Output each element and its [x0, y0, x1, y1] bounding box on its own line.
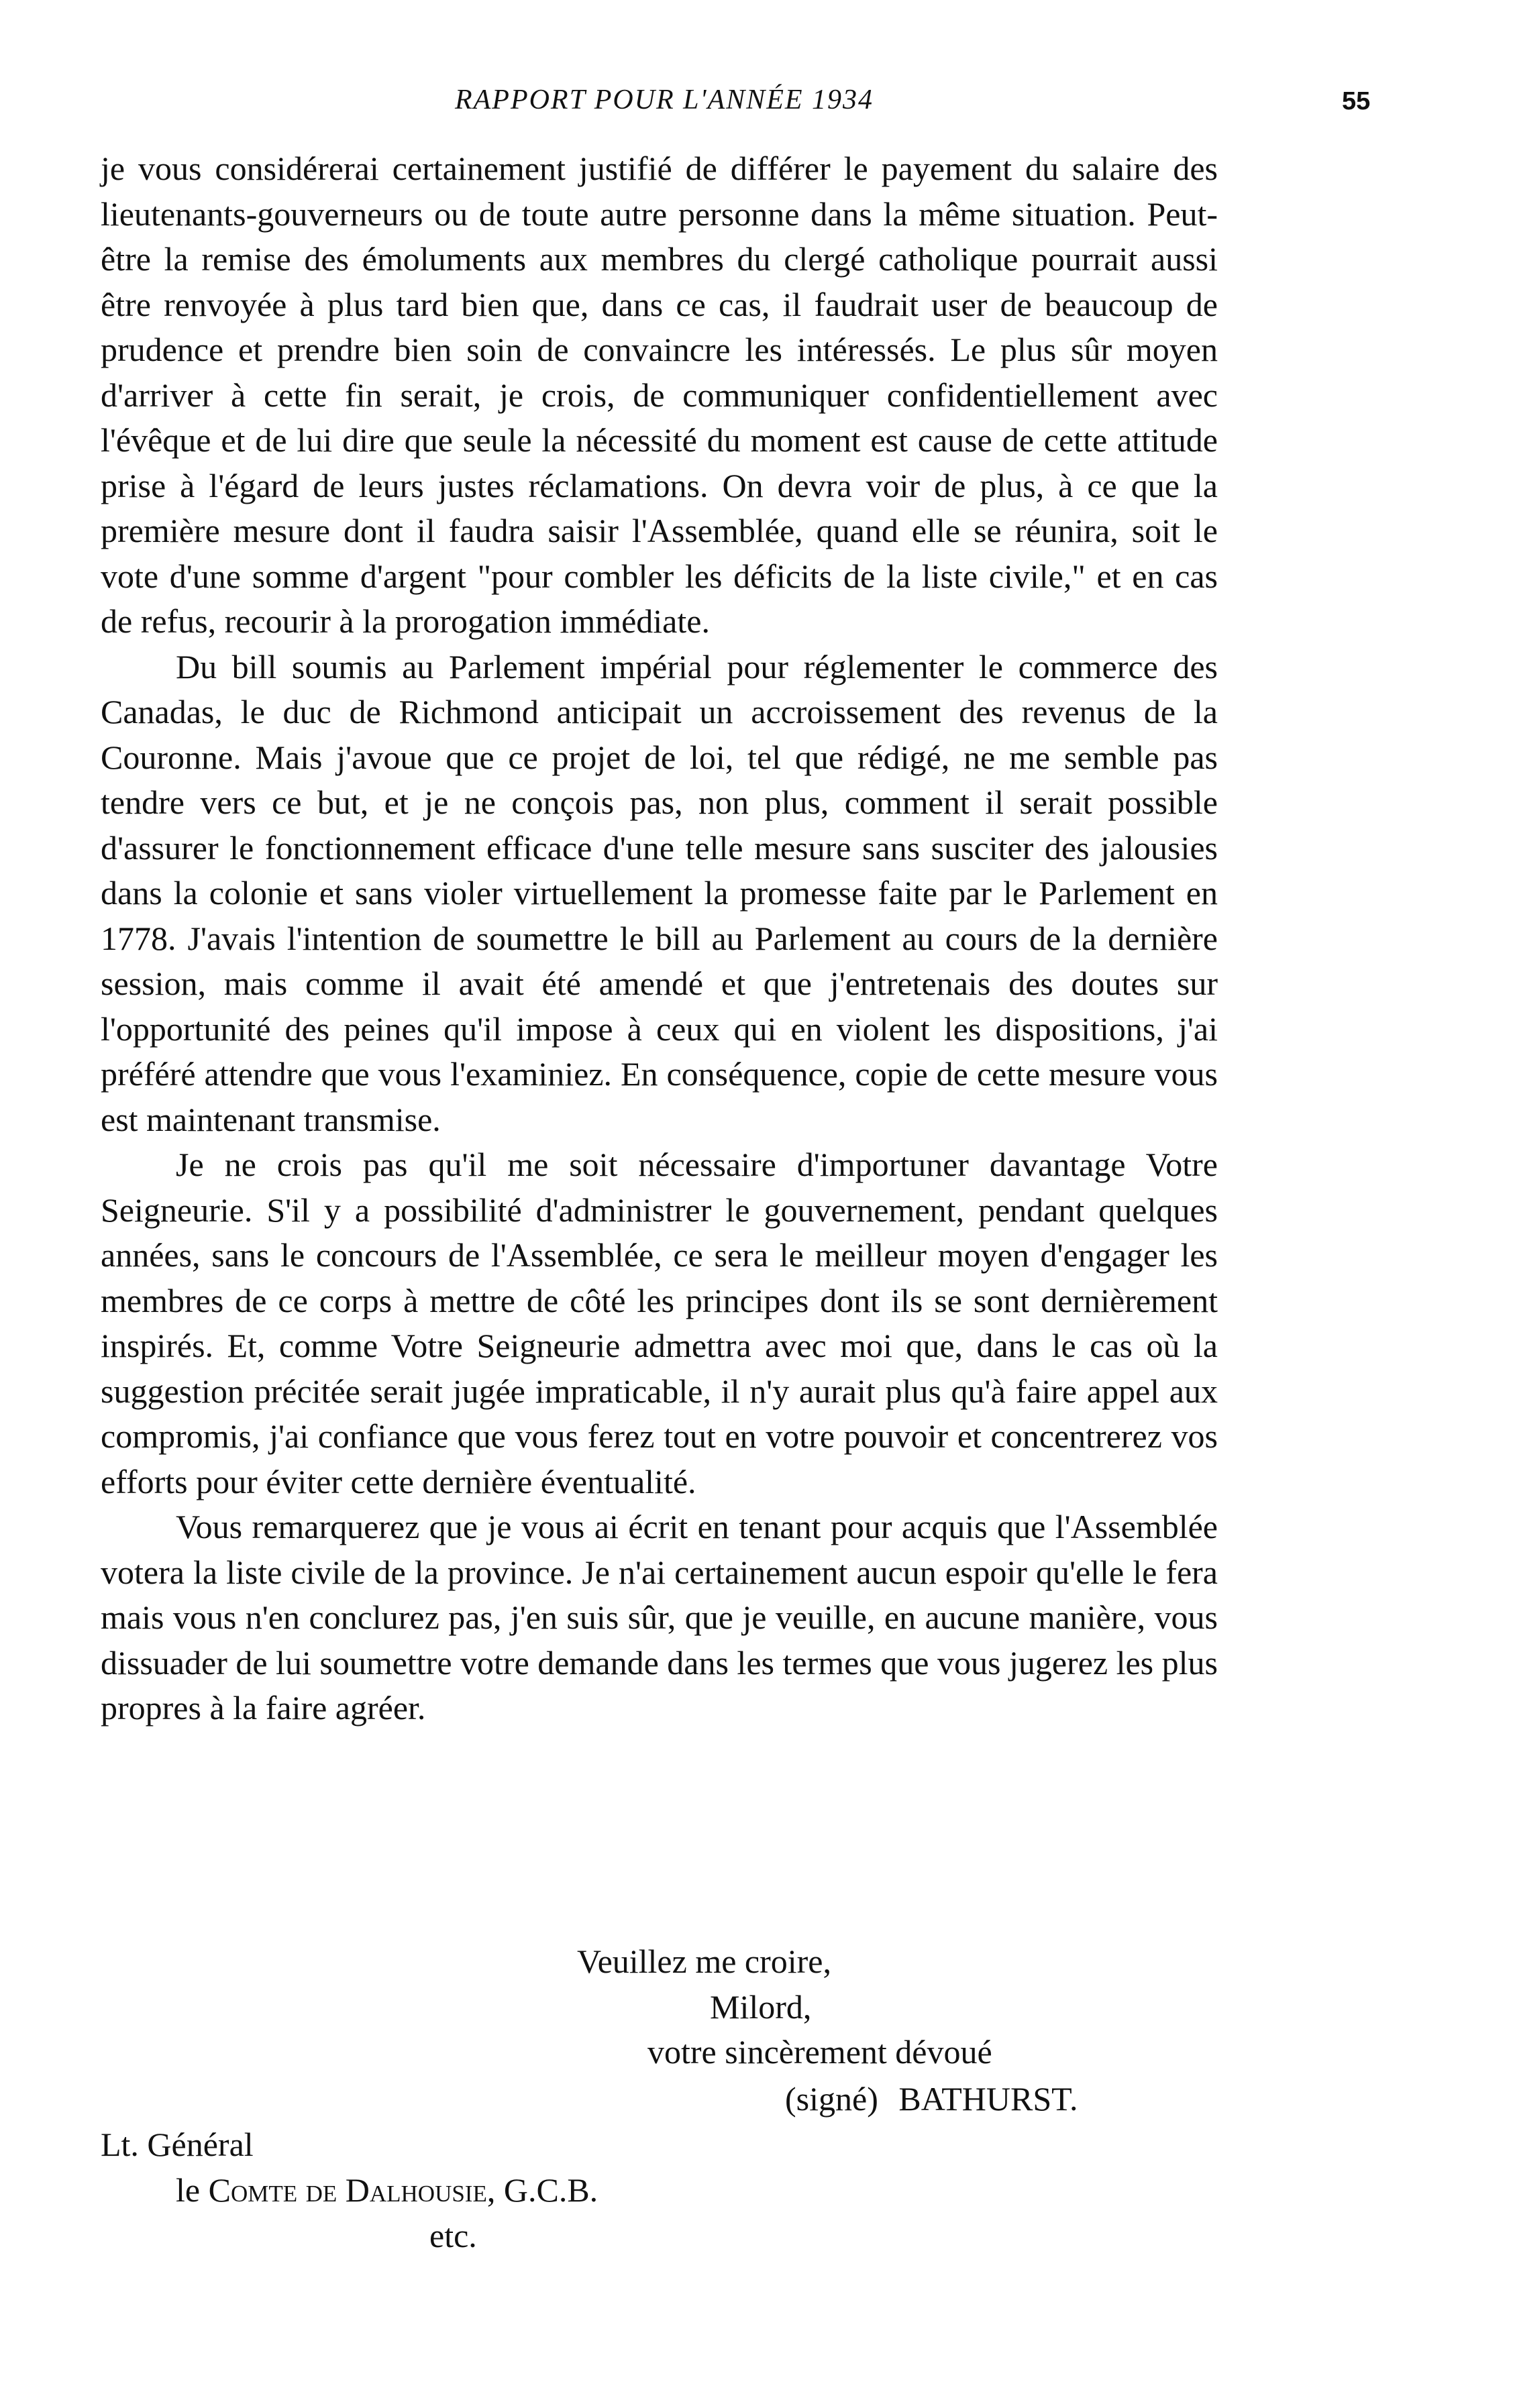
- paragraph-3: Je ne crois pas qu'il me soit nécessaire d'importuner davantage Votre Seigneurie. S'il y a possibilité d'administrer le gouvernement, pendant quelques années, sans le concours de l'Assemblée, ce sera le meilleur moyen d'engager les membres de ce corps à mettre de côté les principes dont ils se sont dernièrement inspirés. Et, comme Votre Seigneurie admettra avec moi que, dans le cas où la suggestion précitée serait jugée impraticable, il n'y aurait plus qu'à faire appel aux compromis, j'ai confiance que vous ferez tout en votre pouvoir et concentrerez vos efforts pour éviter cette dernière éventualité.: [101, 1146, 1218, 1500]
- paragraph-1: je vous considérerai certainement justifié de différer le payement du salaire des lieutenants-gouverneurs ou de toute autre personne dans la même situation. Peut-être la remise des émoluments aux membres du clergé catholique pourrait aussi être renvoyée à plus tard bien que, dans ce cas, il faudrait user de beaucoup de prudence et prendre bien soin de convaincre les intéressés. Le plus sûr moyen d'arriver à cette fin serait, je crois, de communiquer confidentiellement avec l'évêque et de lui dire que seule la nécessité du moment est cause de cette attitude prise à l'égard de leurs justes réclamations. On devra voir de plus, à ce que la première mesure dont il faudra saisir l'Assemblée, quand elle se réunira, soit le vote d'une somme d'argent "pour combler les déficits de la liste civile," et en cas de refus, recourir à la prorogation immédiate.: [101, 150, 1218, 640]
- signature-line: [785, 2079, 1078, 2118]
- addressee-title: Comte de Dalhousie: [208, 2171, 487, 2209]
- running-title: RAPPORT POUR L'ANNÉE 1934: [454, 85, 874, 115]
- addressee-line-3: etc.: [429, 2217, 477, 2254]
- closing-line-2: Milord,: [710, 1988, 812, 2026]
- addressee-line-2: [176, 2171, 598, 2209]
- addressee-suffix: , G.C.B.: [486, 2171, 598, 2209]
- closing-line-1: Veuillez me croire,: [577, 1942, 831, 1980]
- page-number: 55: [1342, 87, 1371, 115]
- signed-mark: (signé): [785, 2080, 878, 2118]
- addressee-line-1: Lt. Général: [101, 2126, 254, 2163]
- addressee-prefix: le: [176, 2171, 209, 2209]
- letter-body: [101, 146, 1218, 1731]
- signature-name: BATHURST.: [898, 2080, 1078, 2118]
- paragraph-4: Vous remarquerez que je vous ai écrit en tenant pour acquis que l'Assemblée votera la liste civile de la province. Je n'ai certainement aucun espoir qu'elle le fera mais vous n'en conclurez pas, j'en suis sûr, que je veuille, en aucune manière, vous dissuader de lui soumettre votre demande dans les termes que vous jugerez les plus propres à la faire agréer.: [101, 1508, 1218, 1727]
- paragraph-2: Du bill soumis au Parlement impérial pour réglementer le commerce des Canadas, le duc de Richmond anticipait un accroissement des revenus de la Couronne. Mais j'avoue que ce projet de loi, tel que rédigé, ne me semble pas tendre vers ce but, et je ne conçois pas, non plus, comment il serait possible d'assurer le fonctionnement efficace d'une telle mesure sans susciter des jalousies dans la colonie et sans violer virtuellement la promesse faite par le Parlement en 1778. J'avais l'intention de soumettre le bill au Parlement au cours de la dernière session, mais comme il avait été amendé et que j'entretenais des doutes sur l'opportunité des peines qu'il impose à ceux qui en violent les dispositions, j'ai préféré attendre que vous l'examiniez. En conséquence, copie de cette mesure vous est maintenant transmise.: [101, 647, 1218, 1138]
- closing-line-3: votre sincèrement dévoué: [647, 2033, 992, 2071]
